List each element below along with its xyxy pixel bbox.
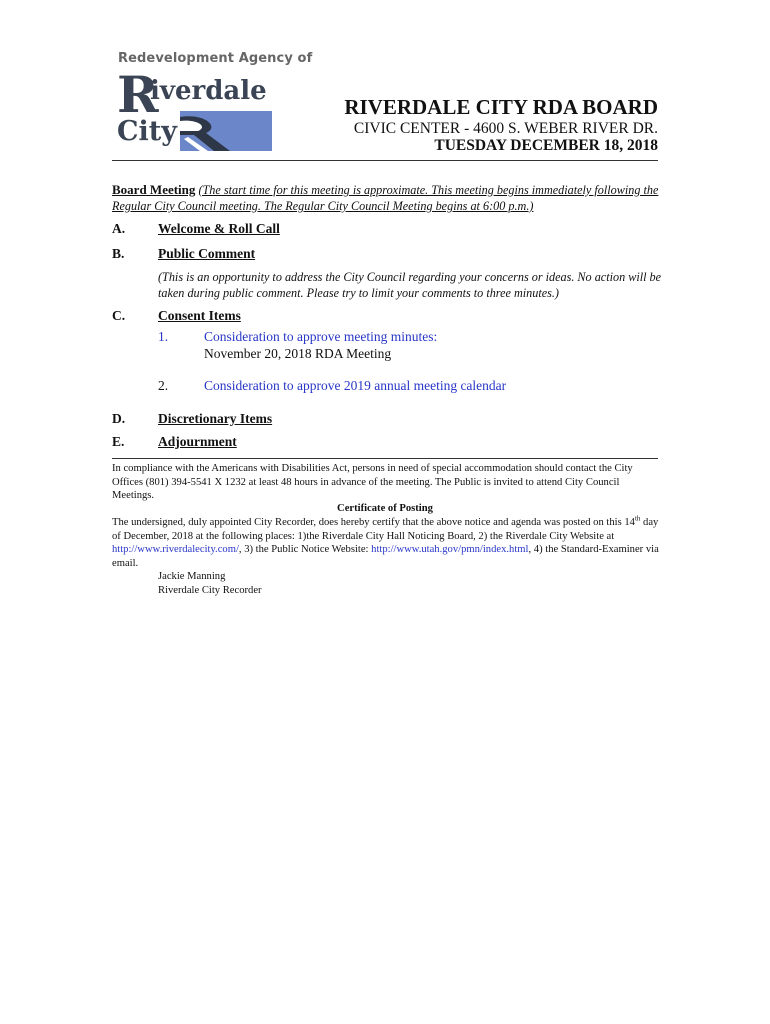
agenda-letter-c: C. bbox=[112, 308, 126, 323]
public-comment-note: (This is an opportunity to address the City Council regarding your concerns or ideas. No action will be taken during public comment. Please try to limit your comments to three minutes.) bbox=[158, 270, 662, 300]
agenda-letter-d: D. bbox=[112, 411, 126, 426]
agenda-letter-e: E. bbox=[112, 434, 125, 449]
logo-riverdale-word: iverdale bbox=[150, 76, 267, 106]
logo-r-letter: R bbox=[117, 65, 159, 124]
certificate-text-part: , 4) the Standard-Examiner via email. bbox=[112, 544, 659, 569]
agenda-welcome-roll-call: Welcome & Roll Call bbox=[158, 221, 280, 236]
signer-title: Riverdale City Recorder bbox=[158, 585, 262, 596]
header-divider bbox=[112, 160, 658, 161]
meeting-address: CIVIC CENTER - 4600 S. WEBER RIVER DR. bbox=[353, 120, 658, 137]
signer-name: Jackie Manning bbox=[158, 571, 226, 582]
certificate-text bbox=[112, 516, 660, 570]
consent-item-link[interactable]: Consideration to approve 2019 annual meeting calendar bbox=[204, 378, 507, 393]
certificate-text-part: , 3) the Public Notice Website: bbox=[238, 544, 372, 556]
certificate-text-part: day of December, 2018 at the following places: 1)the Riverdale City Hall Noticing Board, 2) the Riverdale City Website at bbox=[112, 517, 659, 542]
footer-divider bbox=[112, 458, 658, 459]
consent-item-link[interactable]: Consideration to approve meeting minutes: bbox=[204, 329, 438, 344]
agenda-letter-b: B. bbox=[112, 246, 125, 261]
meeting-date: TUESDAY DECEMBER 18, 2018 bbox=[434, 137, 658, 154]
ada-notice: In compliance with the Americans with Disabilities Act, persons in need of special accommodation should contact the City Offices (801) 394-5541 X 1232 at least 48 hours in advance of the meeting. The Public is invited to attend City Council Meetings. bbox=[112, 463, 633, 502]
board-meeting-intro bbox=[112, 182, 662, 214]
public-notice-website-link[interactable]: http://www.utah.gov/pmn/index.html bbox=[371, 544, 529, 556]
agenda-consent-items: Consent Items bbox=[158, 308, 241, 323]
consent-item-number: 1. bbox=[158, 329, 169, 344]
board-meeting-label: Board Meeting bbox=[112, 182, 196, 197]
ordinal-suffix: th bbox=[634, 514, 641, 523]
river-logo-mark bbox=[180, 111, 272, 151]
riverdale-website-link[interactable]: http://www.riverdalecity.com/ bbox=[112, 544, 239, 556]
agenda-public-comment: Public Comment bbox=[158, 246, 256, 261]
logo-agency-line: Redevelopment Agency of bbox=[118, 51, 313, 66]
consent-item-detail: November 20, 2018 RDA Meeting bbox=[204, 346, 392, 361]
consent-item-number: 2. bbox=[158, 378, 169, 393]
agenda-letter-a: A. bbox=[112, 221, 126, 236]
certificate-title: Certificate of Posting bbox=[337, 503, 433, 514]
logo-city-word: City bbox=[117, 116, 177, 147]
page-title: RIVERDALE CITY RDA BOARD bbox=[344, 95, 658, 119]
board-meeting-note: (The start time for this meeting is approximate. This meeting begins immediately following the Regular City Council meeting. The Regular City Council Meeting begins at 6:00 p.m.) bbox=[112, 183, 659, 213]
agenda-adjournment: Adjournment bbox=[158, 434, 237, 449]
certificate-text-part: The undersigned, duly appointed City Recorder, does hereby certify that the above notice and agenda was posted on this 14 bbox=[112, 517, 635, 528]
agenda-discretionary-items: Discretionary Items bbox=[158, 411, 273, 426]
